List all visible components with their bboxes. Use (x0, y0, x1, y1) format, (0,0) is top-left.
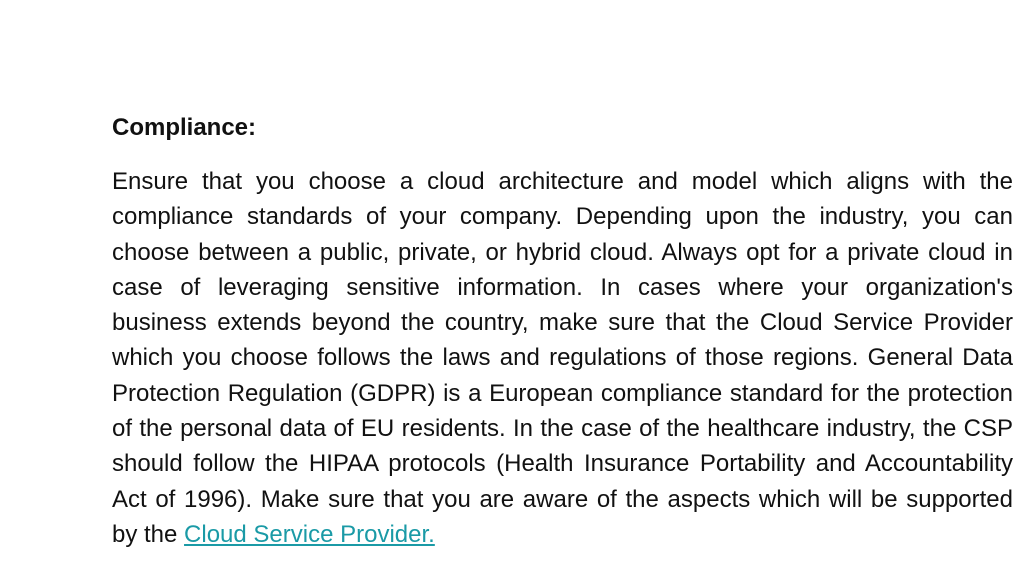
cloud-service-provider-link[interactable]: Cloud Service Provider. (184, 520, 435, 548)
body-paragraph (112, 164, 1013, 552)
section-heading: Compliance: (112, 114, 257, 141)
document-page (112, 112, 1013, 552)
paragraph-text: Ensure that you choose a cloud architecture and model which aligns with the compliance standards of your company. Depending upon the industry, you can choose between a public, private, or hybrid cloud. Always opt for a private cloud in case of leveraging sensitive information. In cases where your organization's business extends beyond the country, make sure that the Cloud Service Provider which you choose follows the laws and regulations of those regions. General Data Protection Regulation (GDPR) is a European compliance standard for the protection of the personal data of EU residents. In the case of the healthcare industry, the CSP should follow the HIPAA protocols (Health Insurance Portability and Accountability Act of 1996). Make sure that you are aware of the aspects which will be supported by the (112, 168, 1013, 548)
